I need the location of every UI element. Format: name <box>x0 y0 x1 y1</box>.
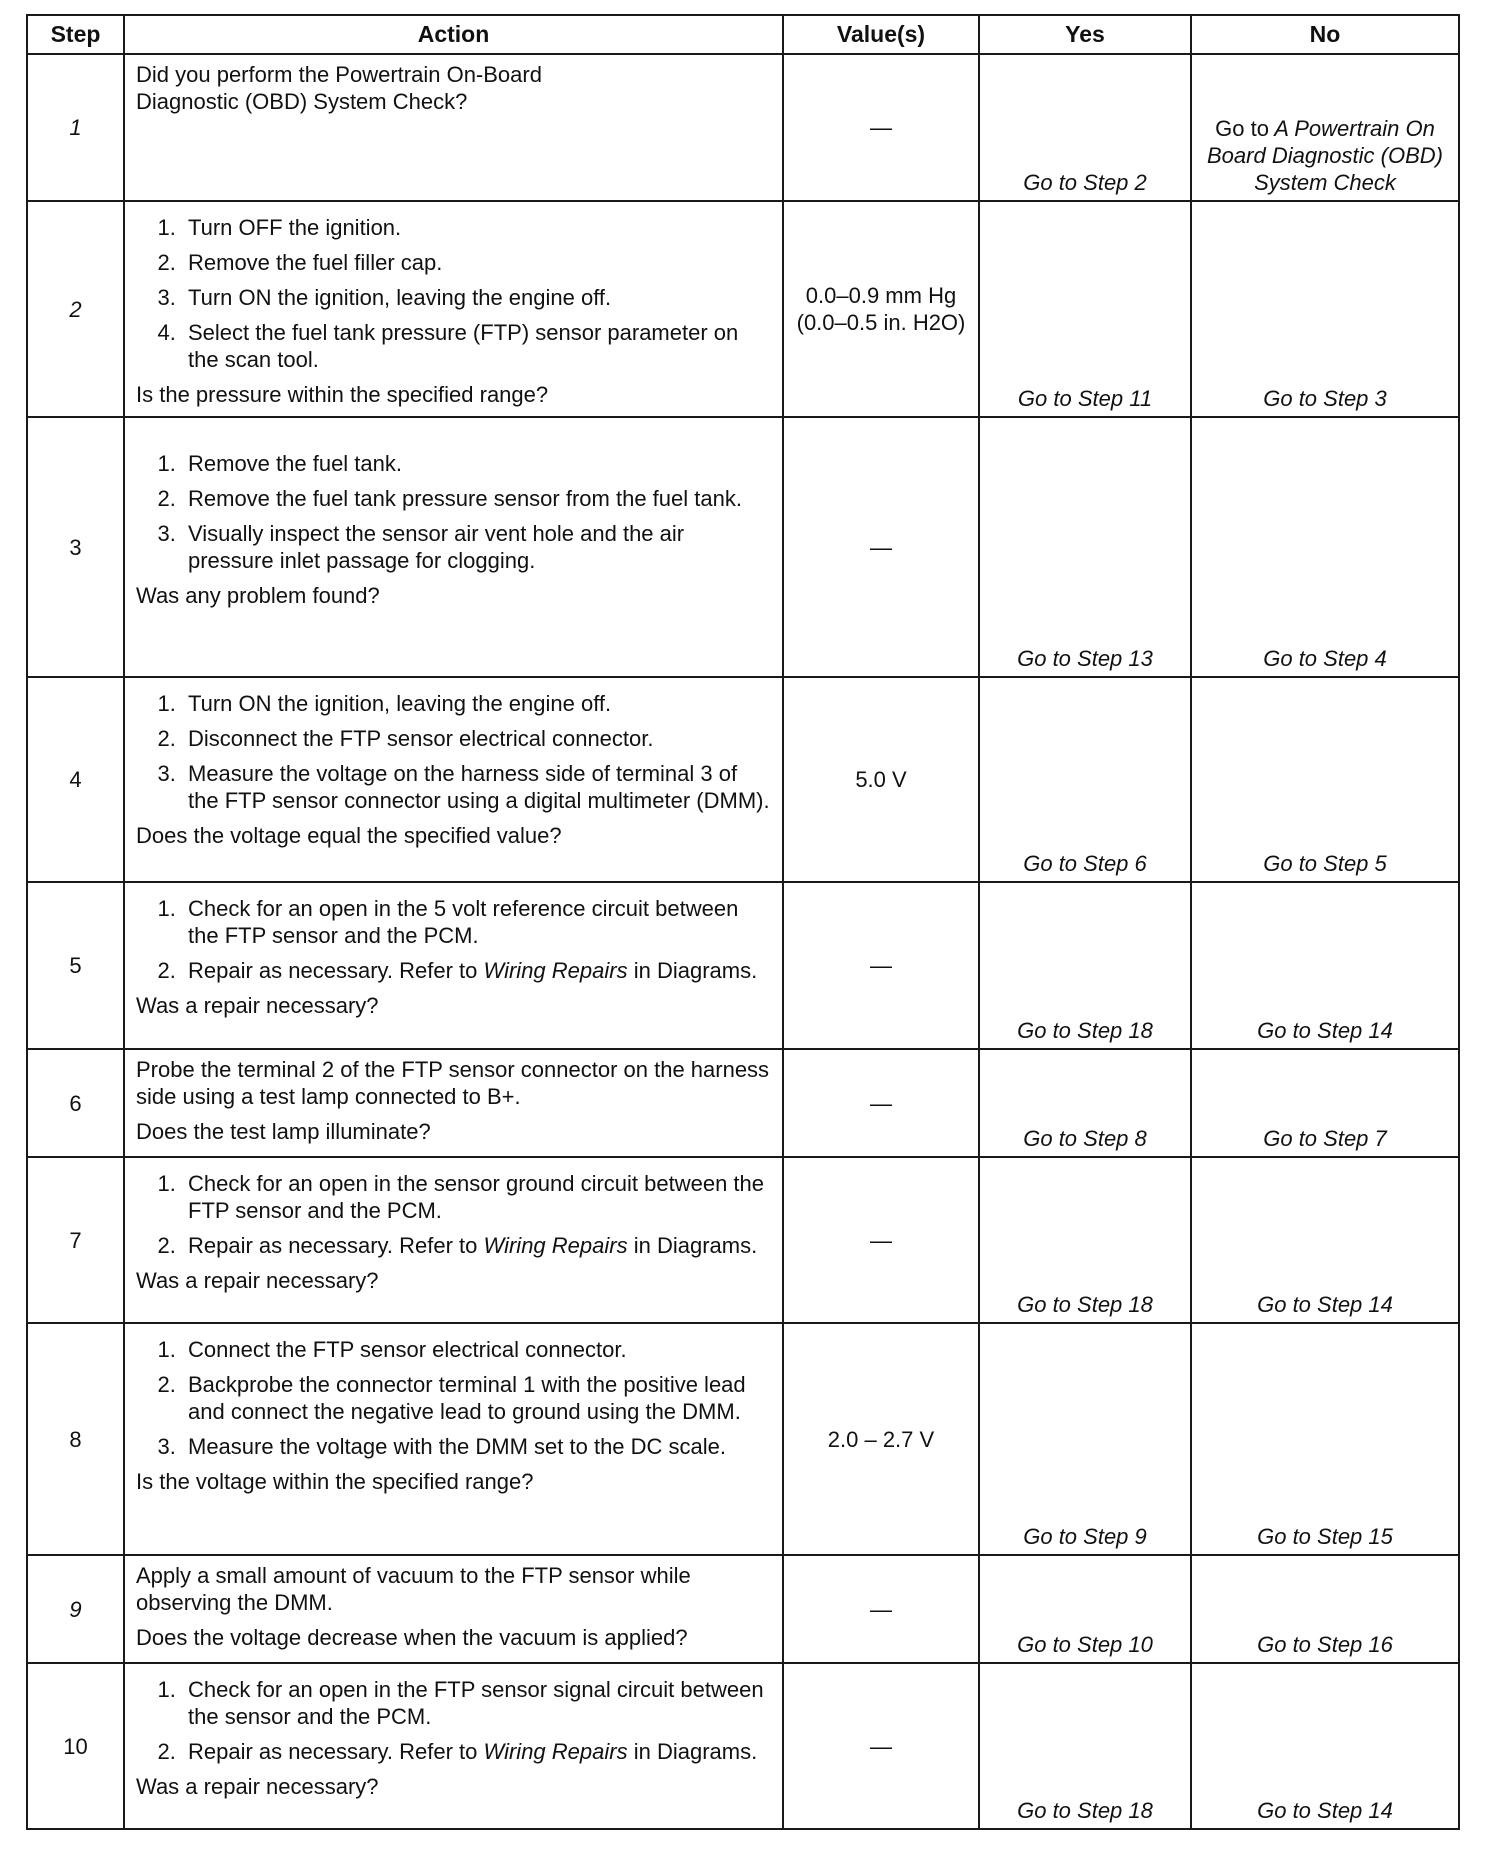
action-cell <box>124 1555 783 1663</box>
step-number: 6 <box>27 1049 124 1157</box>
step-number: 7 <box>27 1157 124 1323</box>
header-row <box>27 15 1459 54</box>
value-cell: — <box>783 882 979 1049</box>
value-cell: 0.0–0.9 mm Hg (0.0–0.5 in. H2O) <box>783 201 979 417</box>
action-question: Is the voltage within the specified range? <box>136 1469 534 1494</box>
yes-cell: Go to Step 2 <box>979 54 1191 201</box>
value-cell: — <box>783 1049 979 1157</box>
no-cell: Go to Step 16 <box>1191 1555 1459 1663</box>
value-cell: — <box>783 1157 979 1323</box>
action-step: 2. Remove the fuel tank pressure sensor from the fuel tank. <box>182 485 772 512</box>
action-cell <box>124 677 783 882</box>
yes-cell: Go to Step 6 <box>979 677 1191 882</box>
action-step: 4. Select the fuel tank pressure (FTP) sensor parameter on the scan tool. <box>182 319 772 373</box>
action-question: Does the voltage equal the specified value? <box>136 823 562 848</box>
no-cell: Go to Step 4 <box>1191 417 1459 677</box>
action-question: Was a repair necessary? <box>136 993 379 1018</box>
no-cell <box>1191 54 1459 201</box>
yes-cell: Go to Step 18 <box>979 1157 1191 1323</box>
action-step: 2. Remove the fuel filler cap. <box>182 249 772 276</box>
table-row <box>27 882 1459 1049</box>
step-number: 2 <box>27 201 124 417</box>
no-cell: Go to Step 15 <box>1191 1323 1459 1555</box>
table-row <box>27 1555 1459 1663</box>
no-cell: Go to Step 14 <box>1191 882 1459 1049</box>
table-row <box>27 417 1459 677</box>
step-number: 4 <box>27 677 124 882</box>
action-step <box>182 1738 772 1765</box>
step-text: in Diagrams. <box>633 1739 758 1764</box>
action-step: 1. Turn ON the ignition, leaving the engine off. <box>182 690 772 717</box>
header-values: Value(s) <box>783 15 979 54</box>
step-number: 1 <box>27 54 124 201</box>
step-text: Repair as necessary. Refer to <box>188 1233 478 1258</box>
value-cell: 2.0 – 2.7 V <box>783 1323 979 1555</box>
step-text: Repair as necessary. Refer to <box>188 1739 478 1764</box>
yes-cell: Go to Step 11 <box>979 201 1191 417</box>
diagnostic-table-page <box>26 14 1458 1830</box>
action-step: 1. Connect the FTP sensor electrical connector. <box>182 1336 772 1363</box>
action-cell <box>124 1323 783 1555</box>
action-question: Was any problem found? <box>136 583 380 608</box>
step-number: 8 <box>27 1323 124 1555</box>
action-step: 2. Backprobe the connector terminal 1 with the positive lead and connect the negative lead to ground using the DMM. <box>182 1371 772 1425</box>
action-step: 1. Turn OFF the ignition. <box>182 214 772 241</box>
action-step: 1. Check for an open in the sensor ground circuit between the FTP sensor and the PCM. <box>182 1170 772 1224</box>
table-row <box>27 1049 1459 1157</box>
yes-cell: Go to Step 8 <box>979 1049 1191 1157</box>
header-action: Action <box>124 15 783 54</box>
step-text: in Diagrams. <box>633 1233 758 1258</box>
action-step: 1. Check for an open in the 5 volt reference circuit between the FTP sensor and the PCM. <box>182 895 772 949</box>
value-cell: 5.0 V <box>783 677 979 882</box>
action-intro: Did you perform the Powertrain On-Board Diagnostic (OBD) System Check? <box>136 62 542 114</box>
value-cell: — <box>783 1663 979 1829</box>
action-step <box>182 1232 772 1259</box>
action-question: Does the test lamp illuminate? <box>136 1119 431 1144</box>
action-question: Is the pressure within the specified range? <box>136 382 549 407</box>
table-row <box>27 201 1459 417</box>
table-row <box>27 677 1459 882</box>
value-cell: — <box>783 54 979 201</box>
action-question: Does the voltage decrease when the vacuum is applied? <box>136 1625 688 1650</box>
yes-cell: Go to Step 18 <box>979 1663 1191 1829</box>
yes-cell: Go to Step 18 <box>979 882 1191 1049</box>
action-step <box>182 957 772 984</box>
table-row <box>27 1323 1459 1555</box>
no-link-obd-check: A Powertrain On Board Diagnostic (OBD) System Check <box>1207 116 1443 195</box>
action-cell <box>124 54 783 201</box>
step-number: 10 <box>27 1663 124 1829</box>
wiring-repairs-reference: Wiring Repairs <box>483 958 628 983</box>
no-cell: Go to Step 14 <box>1191 1663 1459 1829</box>
yes-cell: Go to Step 9 <box>979 1323 1191 1555</box>
value-cell: — <box>783 417 979 677</box>
action-cell <box>124 882 783 1049</box>
diagnostic-table <box>26 14 1460 1830</box>
action-cell <box>124 201 783 417</box>
action-intro: Probe the terminal 2 of the FTP sensor connector on the harness side using a test lamp connected to B+. <box>136 1057 770 1109</box>
no-prefix: Go to <box>1215 116 1269 141</box>
table-row <box>27 1157 1459 1323</box>
step-text: Repair as necessary. Refer to <box>188 958 478 983</box>
action-cell <box>124 1663 783 1829</box>
wiring-repairs-reference: Wiring Repairs <box>483 1233 628 1258</box>
action-cell <box>124 417 783 677</box>
action-step: 3. Turn ON the ignition, leaving the engine off. <box>182 284 772 311</box>
header-no: No <box>1191 15 1459 54</box>
action-cell <box>124 1049 783 1157</box>
action-cell <box>124 1157 783 1323</box>
no-cell: Go to Step 5 <box>1191 677 1459 882</box>
step-number: 5 <box>27 882 124 1049</box>
value-cell: — <box>783 1555 979 1663</box>
action-intro: Apply a small amount of vacuum to the FTP sensor while observing the DMM. <box>136 1563 691 1615</box>
step-text: in Diagrams. <box>633 958 758 983</box>
step-number: 9 <box>27 1555 124 1663</box>
action-question: Was a repair necessary? <box>136 1268 379 1293</box>
no-cell: Go to Step 14 <box>1191 1157 1459 1323</box>
yes-cell: Go to Step 13 <box>979 417 1191 677</box>
action-step: 1. Check for an open in the FTP sensor signal circuit between the sensor and the PCM. <box>182 1676 772 1730</box>
table-row <box>27 54 1459 201</box>
action-question: Was a repair necessary? <box>136 1774 379 1799</box>
table-row <box>27 1663 1459 1829</box>
no-cell: Go to Step 3 <box>1191 201 1459 417</box>
header-step: Step <box>27 15 124 54</box>
yes-cell: Go to Step 10 <box>979 1555 1191 1663</box>
action-step: 3. Measure the voltage on the harness side of terminal 3 of the FTP sensor connector using a digital multimeter (DMM). <box>182 760 772 814</box>
action-step: 3. Measure the voltage with the DMM set to the DC scale. <box>182 1433 772 1460</box>
no-cell: Go to Step 7 <box>1191 1049 1459 1157</box>
action-step: 3. Visually inspect the sensor air vent hole and the air pressure inlet passage for clogging. <box>182 520 772 574</box>
action-step: 2. Disconnect the FTP sensor electrical connector. <box>182 725 772 752</box>
step-number: 3 <box>27 417 124 677</box>
action-step: 1. Remove the fuel tank. <box>182 450 772 477</box>
wiring-repairs-reference: Wiring Repairs <box>483 1739 628 1764</box>
header-yes: Yes <box>979 15 1191 54</box>
